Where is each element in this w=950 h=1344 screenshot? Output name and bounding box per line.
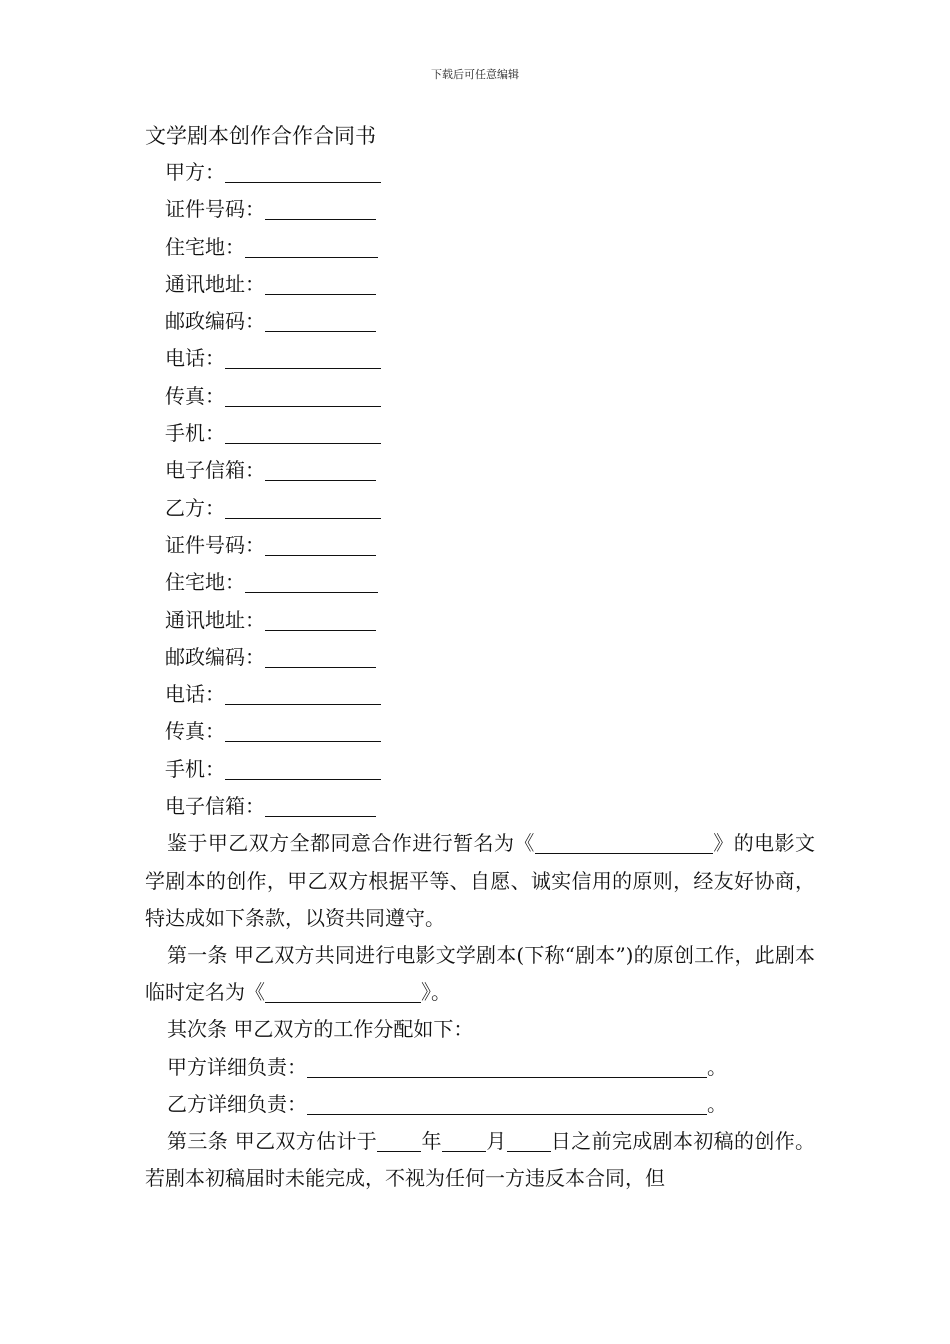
duty-b-blank[interactable] (307, 1092, 707, 1115)
fill-blank[interactable] (265, 272, 376, 295)
duty-a-label: 甲方详细负责： (167, 1054, 307, 1079)
party-a-postcode-field (145, 303, 815, 340)
article-3-text-rest: 日之前完成剧本初稿的创作。若剧本初稿届时未能完成，不视为任何一方违反本合同，但 (145, 1128, 816, 1191)
field-label: 电话： (165, 346, 225, 371)
party-b-field (145, 490, 815, 527)
party-b-residence-field (145, 564, 815, 601)
party-b-email-field (145, 788, 815, 825)
party-a-blank[interactable] (225, 160, 381, 183)
party-a-residence-field (145, 229, 815, 266)
fill-blank[interactable] (265, 794, 376, 817)
party-a-id-field (145, 191, 815, 228)
field-label: 邮政编码： (165, 644, 265, 669)
fill-blank[interactable] (225, 421, 381, 444)
month-blank[interactable] (442, 1129, 486, 1152)
fill-blank[interactable] (225, 346, 381, 369)
field-label: 住宅地： (165, 570, 245, 595)
party-a-label: 甲方： (165, 160, 225, 184)
duty-b-label: 乙方详细负责： (167, 1091, 307, 1116)
fill-blank[interactable] (245, 570, 378, 593)
preamble-text-after: 》的电影文学剧本的创作，甲乙双方根据平等、自愿、诚实信用的原则，经友好协商，特达成如下条款，以资共同遵守。 (145, 831, 816, 930)
fill-blank[interactable] (265, 533, 376, 556)
month-label: 月 (485, 1128, 507, 1153)
article-2-paragraph: 其次条 甲乙双方的工作分配如下： (167, 1017, 474, 1042)
duty-a-end: 。 (707, 1054, 727, 1079)
fill-blank[interactable] (265, 645, 376, 668)
field-label: 通讯地址： (165, 607, 265, 632)
party-b-fax-field (145, 713, 815, 750)
page-header-note: 下载后可任意编辑 (431, 68, 519, 81)
field-label: 邮政编码： (165, 309, 265, 334)
party-a-address-field (145, 266, 815, 303)
duty-b-paragraph (145, 1086, 815, 1123)
contract-document (145, 118, 815, 1197)
article-3-paragraph (145, 1123, 815, 1197)
field-label: 证件号码： (165, 197, 265, 222)
fill-blank[interactable] (265, 309, 376, 332)
article-1-text-before: 第一条 甲乙双方共同进行电影文学剧本(下称“剧本”)的原创工作，此剧本临时定名为《 (145, 942, 815, 1005)
fill-blank[interactable] (225, 757, 381, 780)
field-label: 电话： (165, 682, 225, 707)
fill-blank[interactable] (245, 235, 378, 258)
year-blank[interactable] (377, 1129, 421, 1152)
day-blank[interactable] (507, 1129, 551, 1152)
duty-a-blank[interactable] (307, 1055, 707, 1078)
fill-blank[interactable] (225, 719, 381, 742)
party-a-field (145, 154, 815, 191)
field-label: 住宅地： (165, 234, 245, 259)
preamble-paragraph (145, 825, 815, 937)
duty-a-paragraph (145, 1049, 815, 1086)
field-label: 证件号码： (165, 532, 265, 557)
article-3-text-start: 第三条 甲乙双方估计于 (167, 1128, 378, 1153)
party-b-id-field (145, 527, 815, 564)
field-label: 手机： (165, 756, 225, 781)
party-b-phone-field (145, 676, 815, 713)
script-name-blank[interactable] (535, 831, 713, 854)
fill-blank[interactable] (265, 197, 376, 220)
script-title-blank[interactable] (265, 980, 421, 1003)
field-label: 电子信箱： (165, 794, 265, 819)
fill-blank[interactable] (225, 384, 381, 407)
contract-title: 文学剧本创作合作合同书 (145, 124, 376, 148)
field-label: 通讯地址： (165, 271, 265, 296)
preamble-text-before: 鉴于甲乙双方全都同意合作进行暂名为《 (167, 831, 535, 856)
party-a-email-field (145, 452, 815, 489)
duty-b-end: 。 (707, 1091, 727, 1116)
article-1-text-after: 》。 (421, 980, 451, 1005)
party-b-blank[interactable] (225, 496, 381, 519)
party-b-mobile-field (145, 751, 815, 788)
field-label: 电子信箱： (165, 458, 265, 483)
fill-blank[interactable] (225, 682, 381, 705)
party-b-postcode-field (145, 639, 815, 676)
fill-blank[interactable] (265, 608, 376, 631)
article-1-paragraph (145, 937, 815, 1011)
field-label: 传真： (165, 719, 225, 744)
party-a-phone-field (145, 340, 815, 377)
fill-blank[interactable] (265, 458, 376, 481)
field-label: 传真： (165, 383, 225, 408)
party-b-address-field (145, 602, 815, 639)
party-b-label: 乙方： (165, 495, 225, 520)
year-label: 年 (421, 1128, 442, 1153)
party-a-fax-field (145, 378, 815, 415)
field-label: 手机： (165, 421, 225, 446)
party-a-mobile-field (145, 415, 815, 452)
